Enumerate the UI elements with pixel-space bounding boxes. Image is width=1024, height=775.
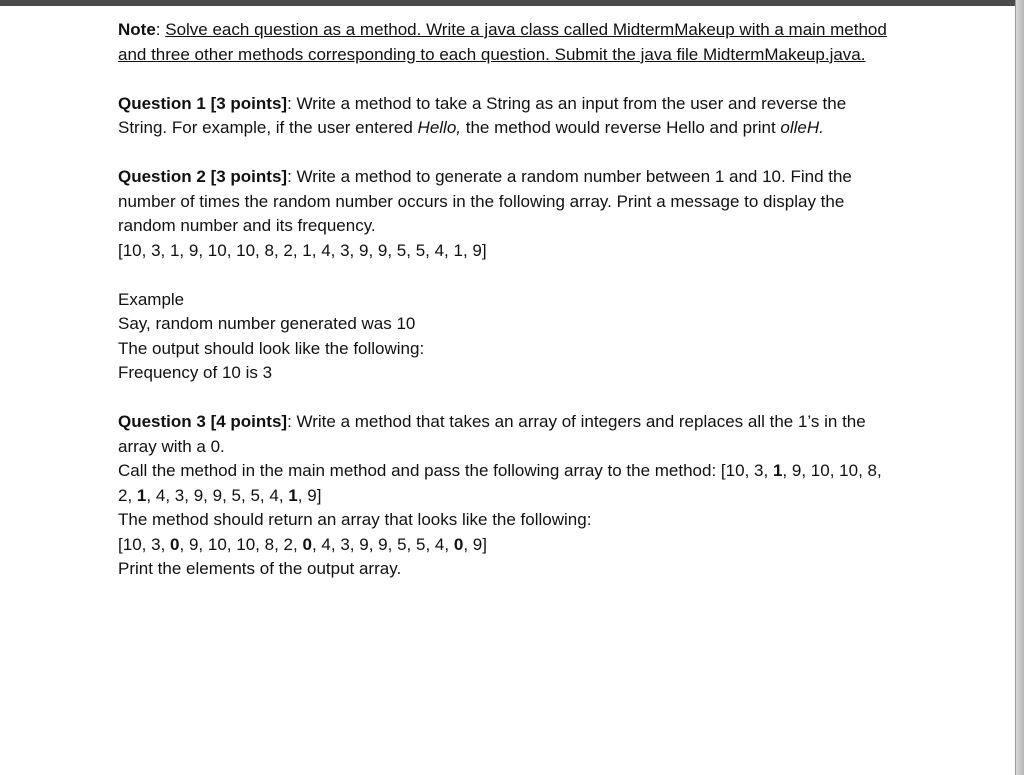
- question-1-text-a: : Write a method to take a String as an input from the user and reverse the String. For example, if the user entered: [118, 93, 847, 137]
- array-element: 10: [839, 461, 859, 480]
- array-element: 0: [170, 534, 180, 554]
- question-1-text-b: the method would reverse Hello and print: [461, 118, 781, 137]
- question-3-heading: Question 3 [4 points]: [118, 412, 288, 431]
- array-element: 5: [231, 485, 241, 505]
- note-paragraph: [118, 18, 898, 67]
- note-colon: :: [155, 20, 166, 39]
- array-element: 10: [236, 534, 256, 554]
- array-element: 3: [340, 534, 350, 554]
- question-3-input-array: [10, 3, 1, 9, 10, 10, 8, 2, 1, 4, 3, 9, 9, 5, 5, 4, 1, 9]: [118, 461, 882, 505]
- array-element: 9: [212, 485, 223, 505]
- document-page: [118, 18, 898, 582]
- array-element: 9: [188, 534, 199, 554]
- array-element: 2: [283, 534, 294, 554]
- array-element: 1: [288, 485, 298, 505]
- array-element: 10: [810, 461, 830, 480]
- spacer: [118, 141, 898, 166]
- array-element: 5: [416, 534, 426, 554]
- question-2-paragraph: [118, 165, 898, 239]
- question-3-output-array: [10, 3, 0, 9, 10, 10, 8, 2, 0, 4, 3, 9, 9, 5, 5, 4, 0, 9]: [118, 534, 487, 554]
- spacer: [118, 386, 898, 411]
- array-element: 4: [434, 534, 445, 554]
- example-line-1: Say, random number generated was 10: [118, 314, 416, 333]
- array-element: 4: [155, 485, 166, 505]
- array-element: 0: [453, 534, 464, 554]
- viewer-top-bar: [0, 0, 1024, 6]
- question-3-paragraph: [118, 410, 898, 459]
- example-label: Example: [118, 289, 185, 309]
- array-element: 9: [472, 534, 483, 554]
- array-element: 5: [397, 534, 407, 554]
- question-1-heading: Question 1 [3 points]: [118, 93, 288, 113]
- array-element: 9: [378, 534, 388, 554]
- array-element: 5: [250, 485, 260, 505]
- array-element: 4: [269, 485, 279, 505]
- array-element: 3: [151, 534, 161, 554]
- question-2-heading: Question 2 [3 points]: [118, 167, 288, 186]
- example-line-3: Frequency of 10 is 3: [118, 363, 273, 382]
- note-text: Solve each question as a method. Write a java class called MidtermMakeup with a main method and three other methods corresponding to each question. Submit the java file MidtermMakeup.java.: [118, 20, 887, 64]
- example-line-2: The output should look like the following:: [118, 338, 425, 358]
- array-element: 10: [725, 461, 745, 480]
- question-1-hello: Hello,: [417, 118, 462, 137]
- question-3-text: : Write a method that takes an array of integers and replaces all the 1’s in the array with a 0.: [118, 412, 866, 456]
- array-element: 0: [302, 534, 312, 554]
- array-element: 2: [118, 485, 128, 505]
- question-1-olleh: olleH.: [780, 118, 824, 137]
- question-3-call-text: Call the method in the main method and pass the following array to the method:: [118, 461, 721, 480]
- array-element: 1: [772, 461, 783, 480]
- array-element: 8: [264, 534, 275, 554]
- array-element: 4: [321, 534, 331, 554]
- question-3-call: [118, 459, 898, 508]
- question-2-text: : Write a method to generate a random number between 1 and 10. Find the number of times the random number occurs in the following array. Print a message to display the random number and its frequency.: [118, 167, 852, 235]
- question-2-array: [10, 3, 1, 9, 10, 10, 8, 2, 1, 4, 3, 9, 9, 5, 5, 4, 1, 9]: [118, 240, 487, 260]
- note-label: Note: [118, 20, 156, 39]
- array-element: 3: [754, 461, 764, 480]
- array-element: 1: [136, 485, 147, 505]
- viewer-scrollbar-edge[interactable]: [1016, 0, 1024, 775]
- question-1-paragraph: [118, 92, 898, 141]
- array-element: 9: [193, 485, 204, 505]
- array-element: 10: [207, 534, 227, 554]
- question-3-return-text: The method should return an array that looks like the following:: [118, 510, 592, 529]
- array-element: 9: [307, 485, 317, 505]
- array-element: 8: [867, 461, 877, 480]
- array-element: 9: [791, 461, 802, 480]
- array-element: 9: [359, 534, 369, 554]
- spacer: [118, 67, 898, 92]
- spacer: [118, 263, 898, 288]
- question-3-print-text: Print the elements of the output array.: [118, 559, 402, 578]
- array-element: 3: [174, 485, 185, 505]
- array-element: 10: [122, 534, 142, 554]
